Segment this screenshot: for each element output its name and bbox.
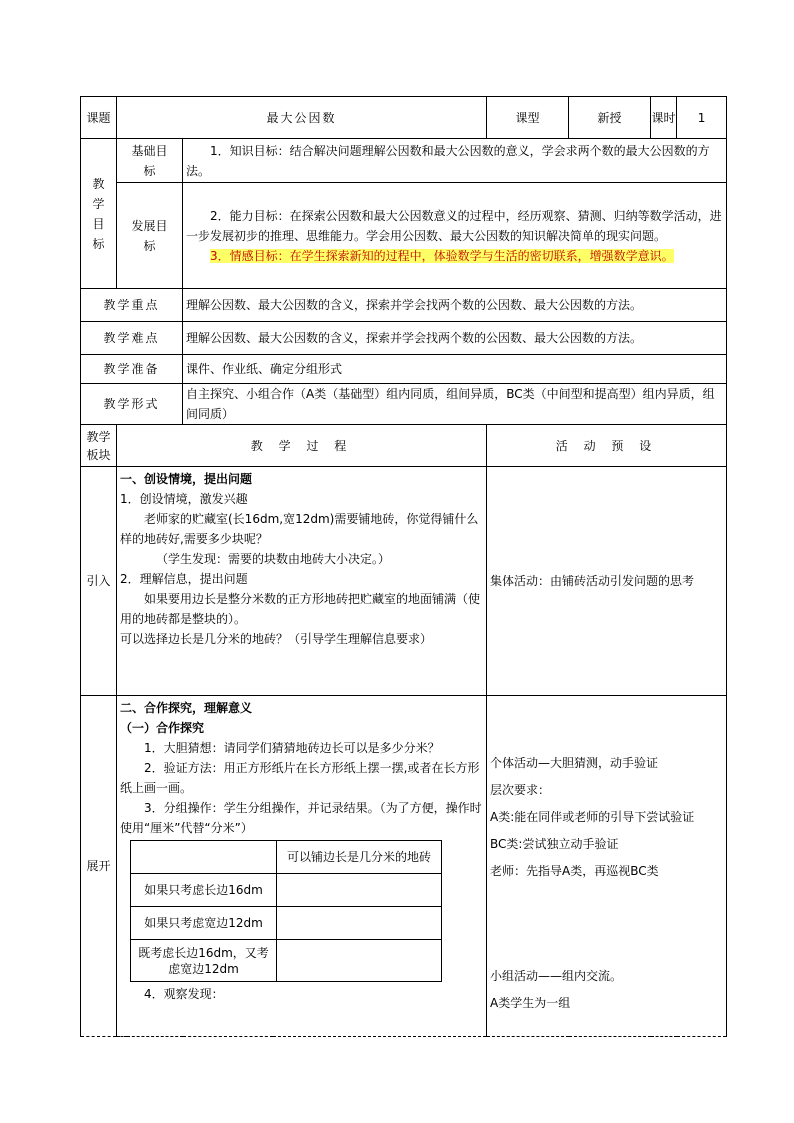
period-value: 1 — [677, 97, 727, 139]
explore-step2: 2．验证方法：用正方形纸片在长方形纸上摆一摆,或者在长方形纸上画一画。 — [120, 761, 480, 795]
develop-goal-label: 发展目标 — [117, 183, 183, 289]
record-row-label: 既考虑长边16dm，又考虑宽边12dm — [131, 940, 277, 982]
explore-step3: 3．分组操作：学生分组操作，并记录结果。（为了方便，操作时使用“厘米”代替“分米”） — [120, 801, 482, 835]
record-row-answer[interactable] — [277, 907, 442, 940]
explore-row — [81, 696, 727, 1037]
record-table-header-row — [131, 841, 442, 874]
intro-step1-note: （学生发现：需要的块数由地砖大小决定。） — [156, 552, 391, 566]
explore-activity-6: 小组活动——组内交流。 — [490, 969, 623, 983]
basic-goal-text: 1．知识目标：结合解决问题理解公因数和最大公因数的意义，学会求两个数的最大公因数的方法。 — [183, 139, 727, 183]
activity-header: 活 动 预 设 — [487, 425, 727, 467]
explore-title: 二、合作探究，理解意义 — [120, 701, 253, 715]
explore-activity-cell — [487, 696, 727, 1037]
key-points-label: 教学重点 — [81, 289, 183, 322]
preparation-row — [81, 355, 727, 384]
teaching-form-row — [81, 384, 727, 425]
difficult-points-text: 理解公因数、最大公因数的含义，探索并学会找两个数的公因数、最大公因数的方法。 — [183, 322, 727, 355]
difficult-points-row — [81, 322, 727, 355]
intro-title: 一、创设情境，提出问题 — [120, 472, 253, 486]
record-table-header: 可以铺边长是几分米的地砖 — [277, 841, 442, 874]
difficult-points-label: 教学难点 — [81, 322, 183, 355]
goals-basic-row — [81, 139, 727, 183]
block-header: 教学板块 — [81, 425, 117, 467]
explore-block-label: 展开 — [81, 696, 117, 1037]
explore-activity-4: BC类:尝试独立动手验证 — [490, 837, 619, 851]
record-table-row — [131, 907, 442, 940]
intro-activity: 集体活动：由铺砖活动引发问题的思考 — [487, 467, 727, 696]
goals-develop-row — [81, 183, 727, 289]
explore-process-cell — [117, 696, 487, 1037]
explore-activity-5: 老师：先指导A类，再巡视BC类 — [490, 864, 659, 878]
type-label: 课型 — [487, 97, 569, 139]
emotion-goal-text: 3．情感目标：在学生探索新知的过程中，体验数学与生活的密切联系，增强数学意识。 — [210, 248, 674, 263]
explore-activity-2: 层次要求： — [490, 783, 551, 797]
record-table — [130, 840, 442, 982]
teaching-form-text: 自主探究、小组合作（A类（基础型）组内同质，组间异质，BC类（中间型和提高型）组内异质，组间同质） — [183, 384, 727, 425]
intro-step1-text: 老师家的贮藏室(长16dm,宽12dm)需要铺地砖，你觉得铺什么样的地砖好,需要多少块呢？ — [120, 512, 479, 546]
preparation-label: 教学准备 — [81, 355, 183, 384]
explore-activity-spacer — [490, 885, 723, 963]
lesson-plan-page — [80, 96, 726, 1037]
lesson-plan-table — [80, 96, 727, 1037]
record-row-answer[interactable] — [277, 874, 442, 907]
period-label: 课时 — [651, 97, 677, 139]
explore-step4: 4．观察发现： — [144, 987, 224, 1001]
record-row-answer[interactable] — [277, 940, 442, 982]
record-row-label: 如果只考虑长边16dm — [131, 874, 277, 907]
explore-activity-7: A类学生为一组 — [490, 996, 571, 1010]
process-header: 教 学 过 程 — [117, 425, 487, 467]
explore-activity-1: 个体活动—大胆猜测，动手验证 — [490, 756, 659, 770]
teaching-form-label: 教学形式 — [81, 384, 183, 425]
record-table-row — [131, 940, 442, 982]
key-points-row — [81, 289, 727, 322]
develop-goal-cell — [183, 183, 727, 289]
record-table-blank-cell — [131, 841, 277, 874]
intro-step2: 2．理解信息，提出问题 — [120, 572, 248, 586]
explore-subtitle: （一）合作探究 — [120, 721, 205, 735]
process-header-row — [81, 425, 727, 467]
header-row — [81, 97, 727, 139]
preparation-text: 课件、作业纸、确定分组形式 — [183, 355, 727, 384]
key-points-text: 理解公因数、最大公因数的含义，探索并学会找两个数的公因数、最大公因数的方法。 — [183, 289, 727, 322]
intro-process-cell — [117, 467, 487, 696]
topic-label: 课题 — [81, 97, 117, 139]
intro-block-label: 引入 — [81, 467, 117, 696]
basic-goal-label: 基础目标 — [117, 139, 183, 183]
explore-activity-3: A类:能在同伴或老师的引导下尝试验证 — [490, 810, 695, 824]
record-row-label: 如果只考虑宽边12dm — [131, 907, 277, 940]
topic-value: 最大公因数 — [117, 97, 487, 139]
goals-label: 教学目标 — [81, 139, 117, 289]
intro-step2-text: 如果要用边长是整分米数的正方形地砖把贮藏室的地面铺满（使用的地砖都是整块的）。 — [120, 592, 481, 626]
explore-step1: 1．大胆猜想：请同学们猜猜地砖边长可以是多少分米？ — [144, 741, 440, 755]
ability-goal-text: 2．能力目标：在探索公因数和最大公因数意义的过程中，经历观察、猜测、归纳等数学活动，进一步发展初步的推理、思维能力。学会用公因数、最大公因数的知识解决简单的现实问题。 — [186, 208, 722, 243]
type-value: 新授 — [569, 97, 651, 139]
record-table-row — [131, 874, 442, 907]
intro-row — [81, 467, 727, 696]
intro-step2-question: 可以选择边长是几分米的地砖？（引导学生理解信息要求） — [120, 632, 433, 646]
intro-step1: 1．创设情境，激发兴趣 — [120, 492, 248, 506]
